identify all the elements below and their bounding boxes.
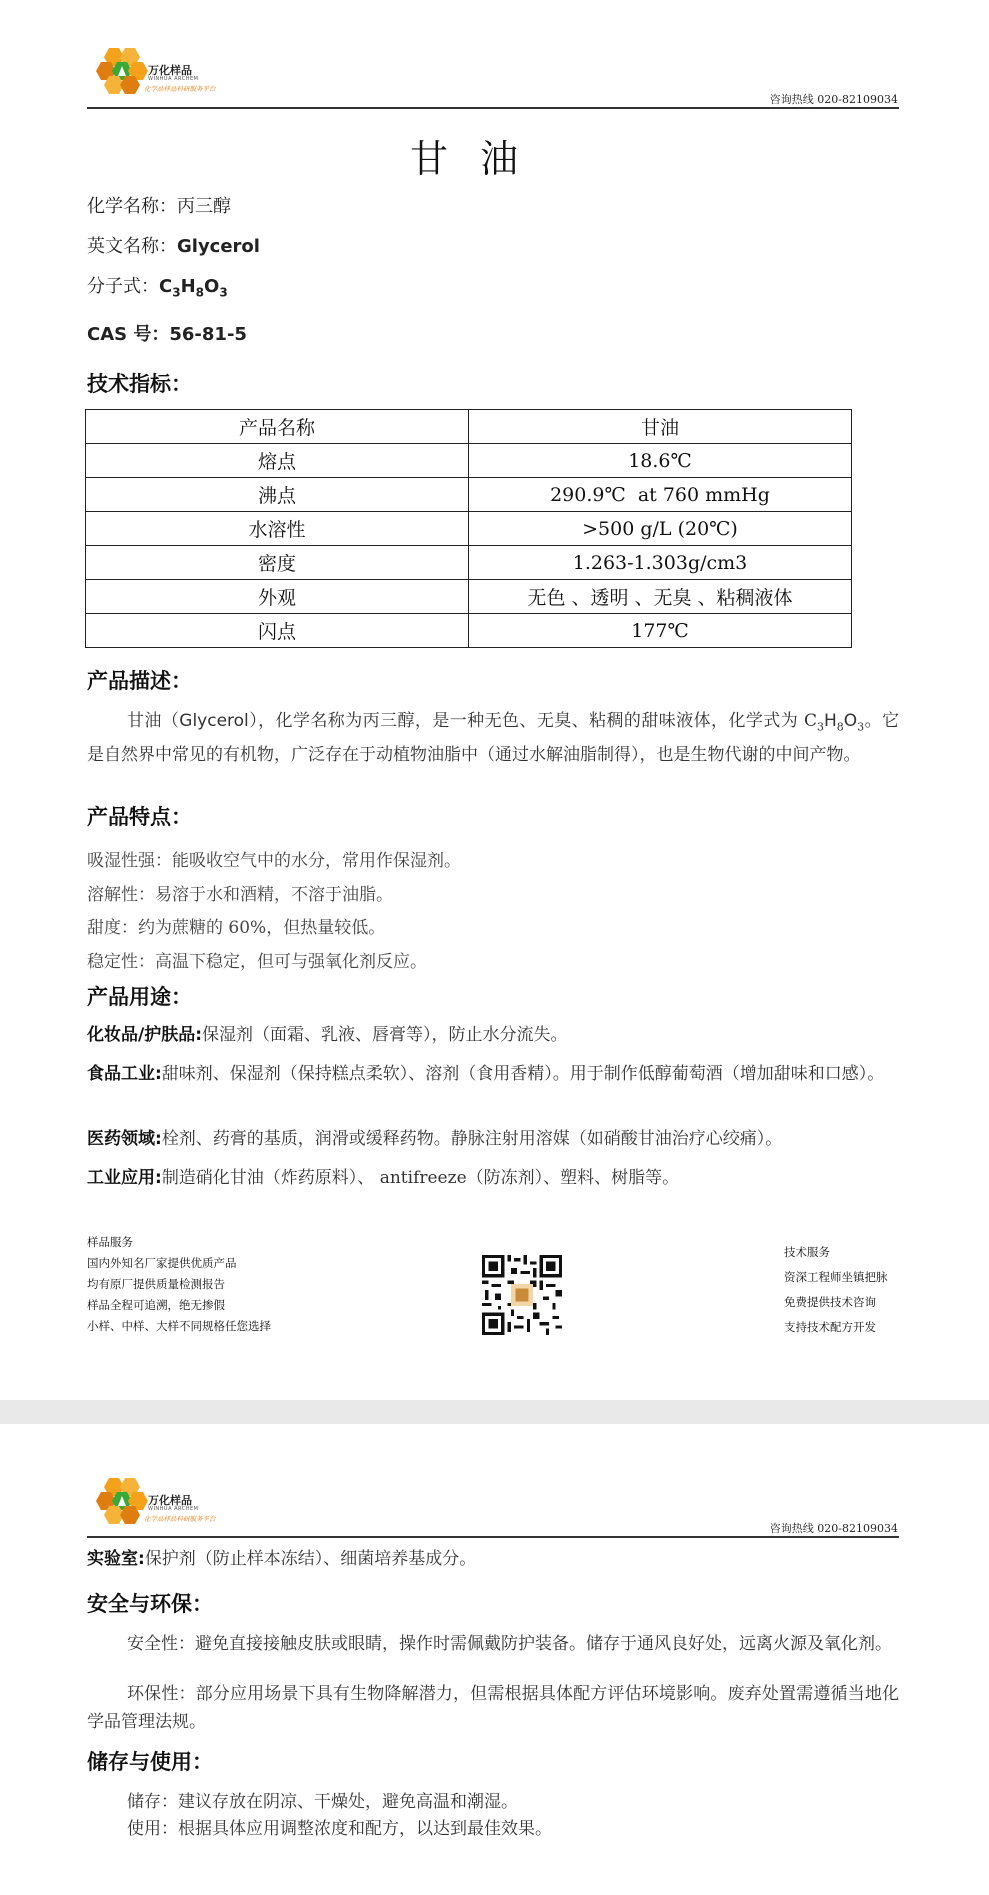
table-cell: 密度: [86, 546, 469, 580]
page-title: 甘 油: [409, 137, 529, 181]
description-heading: 产品描述：: [87, 669, 192, 693]
table-cell: 177℃: [469, 614, 852, 648]
formula-value: $C_3H_8O_3$: [159, 276, 228, 300]
table-cell: 甘油: [469, 410, 852, 444]
storage-line: 储存：建议存放在阴凉、干燥处，避免高温和潮湿。: [127, 1792, 518, 1812]
table-cell: 18.6℃: [469, 444, 852, 478]
document-page-2: [0, 1424, 989, 1895]
cas-value: 56-81-5: [169, 324, 247, 345]
storage-heading: 储存与使用：: [87, 1750, 213, 1774]
footer-line: 小样、中样、大样不同规格任您选择: [87, 1319, 271, 1333]
use-item-cosmetics: 化妆品/护肤品:保湿剂（面霜、乳液、唇膏等），防止水分流失。: [87, 1025, 568, 1045]
table-cell: 闪点: [86, 614, 469, 648]
chemical-name-label: 化学名称：: [87, 196, 177, 217]
features-heading: 产品特点：: [87, 805, 192, 829]
table-row: [86, 444, 852, 478]
footer-line: 样品服务: [87, 1235, 133, 1249]
list-item: 稳定性：高温下稳定，但可与强氧化剂反应。: [87, 952, 427, 972]
logo-name: 万化样品: [148, 64, 192, 77]
formula-field: [87, 272, 228, 300]
chemical-name-field: [87, 192, 231, 218]
honeycomb-logo-icon: [94, 44, 148, 102]
list-item: 吸湿性强：能吸收空气中的水分，常用作保湿剂。: [87, 851, 461, 871]
table-cell: 熔点: [86, 444, 469, 478]
spec-heading: 技术指标：: [87, 372, 192, 396]
table-cell: 无色 、透明 、无臭 、粘稠液体: [469, 580, 852, 614]
logo-english: WINHUA ARCHEM: [148, 76, 199, 82]
hotline: 咨询热线 020-82109034: [769, 1522, 898, 1535]
formula-label: 分子式：: [87, 276, 159, 297]
table-cell: 1.263-1.303g/cm3: [469, 546, 852, 580]
footer-line: 样品全程可追溯，绝无掺假: [87, 1298, 225, 1312]
footer-line: 免费提供技术咨询: [784, 1295, 876, 1309]
use-item-lab: 实验室:保护剂（防止样本冻结）、细菌培养基成分。: [87, 1549, 477, 1569]
cas-field: [87, 320, 247, 346]
header-divider: [87, 1536, 899, 1538]
table-cell: 水溶性: [86, 512, 469, 546]
hotline: 咨询热线 020-82109034: [769, 93, 898, 106]
logo-slogan: 化学品样品科研服务平台: [144, 85, 216, 93]
table-cell: 沸点: [86, 478, 469, 512]
safety-heading: 安全与环保：: [87, 1592, 213, 1616]
table-row: [86, 478, 852, 512]
cas-label: CAS 号：: [87, 324, 170, 345]
table-row: [86, 410, 852, 444]
header-divider: [87, 107, 899, 109]
uses-heading: 产品用途：: [87, 985, 192, 1009]
table-row: [86, 512, 852, 546]
spec-table: [85, 409, 852, 648]
table-cell: 外观: [86, 580, 469, 614]
logo-name: 万化样品: [148, 1494, 192, 1507]
footer-line: 资深工程师坐镇把脉: [784, 1270, 888, 1284]
table-row: [86, 580, 852, 614]
table-cell: 产品名称: [86, 410, 469, 444]
list-item: 甜度：约为蔗糖的 60%，但热量较低。: [87, 918, 386, 938]
footer-line: 均有原厂提供质量检测报告: [87, 1277, 225, 1291]
logo-slogan: 化学品样品科研服务平台: [144, 1515, 216, 1523]
list-item: 溶解性：易溶于水和酒精，不溶于油脂。: [87, 885, 393, 905]
safety-paragraph: 安全性：避免直接接触皮肤或眼睛，操作时需佩戴防护装备。储存于通风良好处，远离火源及氧化剂。: [127, 1634, 892, 1654]
company-logo: [94, 44, 216, 102]
logo-english: WINHUA ARCHEM: [148, 1506, 199, 1512]
company-logo: [94, 1474, 216, 1532]
use-item-medical: 医药领域:栓剂、药膏的基质，润滑或缓释药物。静脉注射用溶媒（如硝酸甘油治疗心绞痛）。: [87, 1129, 783, 1149]
footer-sample-service: [87, 1232, 271, 1337]
english-name-label: 英文名称：: [87, 236, 177, 257]
footer-line: 国内外知名厂家提供优质产品: [87, 1256, 237, 1270]
footer-line: 支持技术配方开发: [784, 1320, 876, 1334]
usage-line: 使用：根据具体应用调整浓度和配方，以达到最佳效果。: [127, 1819, 552, 1839]
honeycomb-logo-icon: [94, 1474, 148, 1532]
english-name-field: [87, 232, 260, 258]
table-cell: >500 g/L (20℃): [469, 512, 852, 546]
footer-line: 技术服务: [784, 1245, 830, 1259]
table-row: [86, 614, 852, 648]
chemical-name-value: 丙三醇: [177, 196, 231, 217]
use-item-food: 食品工业:甜味剂、保湿剂（保持糕点柔软）、溶剂（食用香精）。用于制作低醇葡萄酒（增加甜味和口感）。: [87, 1064, 885, 1084]
environment-paragraph: 环保性：部分应用场景下具有生物降解潜力，但需根据具体配方评估环境影响。废弃处置需遵循当地化学品管理法规。: [87, 1684, 899, 1732]
description-paragraph: 甘油（Glycerol），化学名称为丙三醇，是一种无色、无臭、粘稠的甜味液体，化学式为 $C_3H_8O_3$。它是自然界中常见的有机物，广泛存在于动植物油脂中（通过水解油脂制得），也是生物代谢的中间产物。: [87, 711, 899, 766]
qr-code-icon: [482, 1255, 562, 1335]
footer-tech-service: [784, 1240, 888, 1340]
table-cell: 290.9℃ at 760 mmHg: [469, 478, 852, 512]
use-item-industrial: 工业应用:制造硝化甘油（炸药原料）、 antifreeze（防冻剂）、塑料、树脂等。: [87, 1168, 680, 1188]
table-row: [86, 546, 852, 580]
english-name-value: Glycerol: [177, 236, 260, 257]
